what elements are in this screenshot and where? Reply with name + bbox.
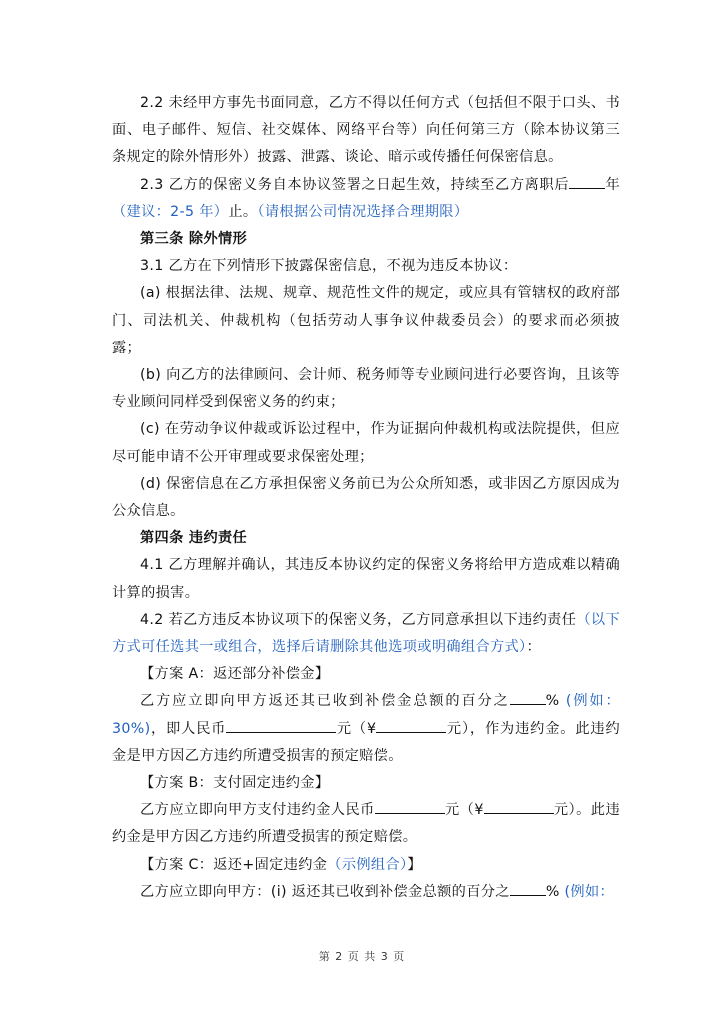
option-b-text-2: 元（¥ bbox=[444, 802, 484, 819]
option-c-text-1: 乙方应立即向甲方：(i) 返还其已收到补偿金总额的百分之 bbox=[140, 883, 510, 900]
option-c-body bbox=[112, 879, 620, 906]
option-c-title bbox=[112, 852, 620, 879]
page-footer: 第 2 页 共 3 页 bbox=[318, 950, 406, 963]
clause-4-2-text: 4.2 若乙方违反本协议项下的保密义务，乙方同意承担以下违约责任 bbox=[140, 611, 577, 628]
option-b-yen-blank[interactable] bbox=[484, 799, 554, 814]
option-a-percent-sign: % bbox=[545, 693, 560, 710]
years-blank[interactable] bbox=[569, 174, 605, 189]
clause-4-2-colon: ： bbox=[526, 639, 542, 656]
option-b-title: 【方案 B：支付固定违约金】 bbox=[140, 775, 330, 792]
clause-3-1: 3.1 乙方在下列情形下披露保密信息，不视为违反本协议： bbox=[140, 258, 518, 275]
clause-2-3 bbox=[112, 172, 620, 226]
option-a-text-1: 乙方应立即向甲方返还其已收到补偿金总额的百分之 bbox=[140, 693, 510, 710]
option-c-percent-sign: % bbox=[545, 883, 560, 900]
option-a-example: (例如：30%) bbox=[112, 693, 620, 737]
option-a-title: 【方案 A：返还部分补偿金】 bbox=[140, 666, 330, 683]
clause-3-1-a: (a) 根据法律、法规、规章、规范性文件的规定，或应具有管辖权的政府部门、司法机关、仲裁机构（包括劳动人事争议仲裁委员会）的要求而必须披露； bbox=[112, 285, 620, 356]
clause-2-3-text: 2.3 乙方的保密义务自本协议签署之日起生效，持续至乙方离职后 bbox=[140, 176, 570, 193]
option-c-example: (例如： bbox=[559, 883, 615, 900]
option-a-text-2: ，即人民币 bbox=[150, 720, 227, 737]
option-b-text-1: 乙方应立即向甲方支付违约金人民币 bbox=[140, 802, 375, 819]
clause-3-1-c: (c) 在劳动争议仲裁或诉讼过程中，作为证据向仲裁机构或法院提供，但应尽可能申请不公开审理或要求保密处理； bbox=[112, 421, 620, 465]
option-a-yen-blank[interactable] bbox=[376, 718, 446, 733]
option-c-title-end: 】 bbox=[407, 856, 422, 873]
article-4-title: 第四条 违约责任 bbox=[140, 530, 248, 547]
option-b-rmb-blank[interactable] bbox=[375, 799, 445, 814]
clause-2-3-end: 止。 bbox=[228, 203, 258, 220]
clause-3-1-b: (b) 向乙方的法律顾问、会计师、税务师等专业顾问进行必要咨询，且该等专业顾问同样受到保密义务的约束； bbox=[112, 367, 620, 411]
option-a-rmb-blank[interactable] bbox=[226, 718, 336, 733]
document-body bbox=[112, 90, 620, 906]
article-3-title: 第三条 除外情形 bbox=[140, 231, 248, 248]
option-a-text-3: 元（¥ bbox=[336, 720, 377, 737]
option-a-body bbox=[112, 688, 620, 770]
clause-2-3-suggestion: （建议：2-5 年） bbox=[112, 203, 229, 220]
clause-2-3-instruction: （请根据公司情况选择合理期限） bbox=[257, 203, 469, 220]
clause-4-2-instruction: （以下方式可任选其一或组合，选择后请删除其他选项或明确组合方式） bbox=[112, 611, 620, 656]
clause-2-3-unit: 年 bbox=[605, 176, 620, 193]
option-c-title-note: （示例组合） bbox=[327, 856, 408, 873]
option-c-title-text: 【方案 C：返还+固定违约金 bbox=[140, 856, 328, 873]
clause-2-2: 2.2 未经甲方事先书面同意，乙方不得以任何方式（包括但不限于口头、书面、电子邮件、短信、社交媒体、网络平台等）向任何第三方（除本协议第三条规定的除外情形外）披露、泄露、谈论、暗示或传播任何保密信息。 bbox=[112, 95, 620, 166]
option-a-percent-blank[interactable] bbox=[510, 690, 546, 705]
option-c-percent-blank[interactable] bbox=[510, 881, 546, 896]
option-b-text-3: 元）。此违约金是甲方因乙方违约所遭受损害的预定赔偿。 bbox=[112, 802, 621, 846]
option-b-body bbox=[112, 797, 620, 851]
clause-4-2 bbox=[112, 607, 620, 661]
option-a-text-4: 元），作为违约金。此违约金是甲方因乙方违约所遭受损害的预定赔偿。 bbox=[112, 720, 620, 764]
clause-4-1: 4.1 乙方理解并确认，其违反本协议约定的保密义务将给甲方造成难以精确计算的损害。 bbox=[112, 557, 620, 601]
clause-3-1-d: (d) 保密信息在乙方承担保密义务前已为公众所知悉，或非因乙方原因成为公众信息。 bbox=[112, 475, 620, 520]
